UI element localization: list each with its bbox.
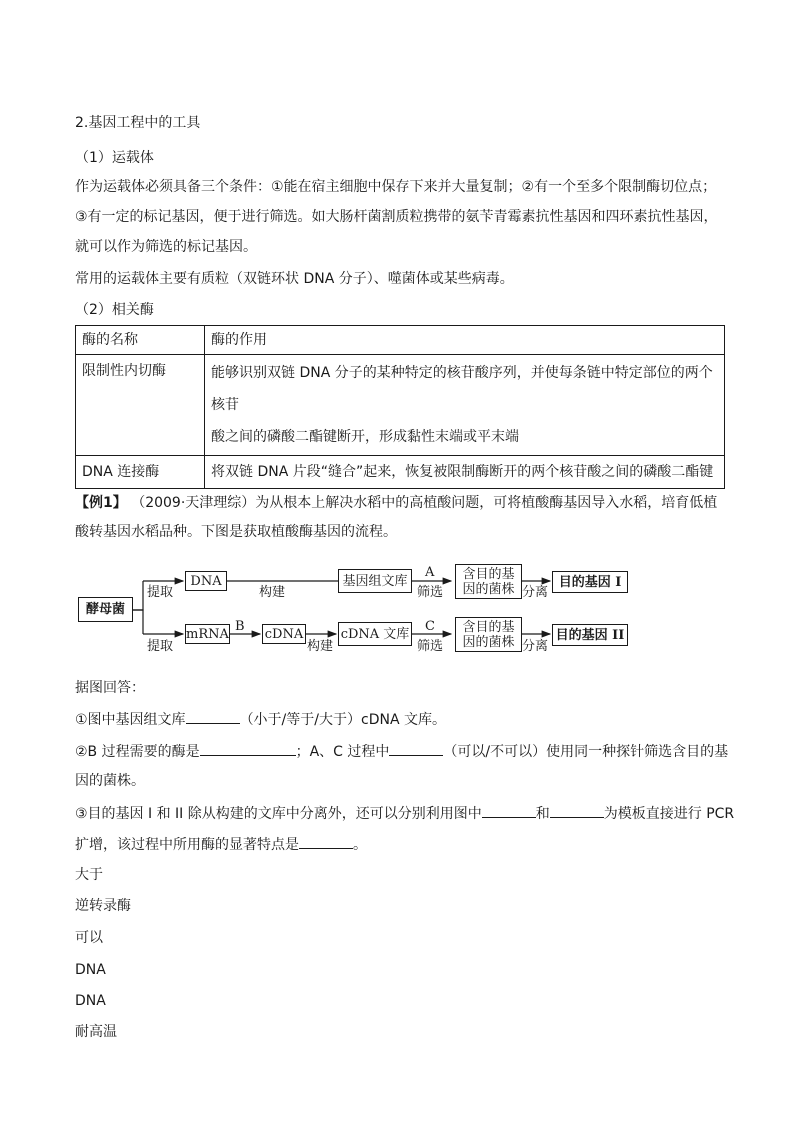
- question-1-text: （小于/等于/大于）cDNA 文库。: [239, 712, 446, 728]
- table-cell-name: 限制性内切酶: [76, 355, 205, 456]
- answer-4: DNA: [75, 962, 106, 978]
- question-3-text: ③目的基因 I 和 II 除从构建的文库中分离外，还可以分别利用图中: [75, 806, 482, 822]
- vector-paragraph-2: 常用的运载体主要有质粒（双链环状 DNA 分子）、噬菌体或某些病毒。: [75, 271, 514, 287]
- answer-5: DNA: [75, 993, 106, 1009]
- enzyme-table: [75, 325, 725, 489]
- table-header-role: 酶的作用: [205, 326, 725, 355]
- dna-box: DNA: [185, 571, 227, 591]
- target-gene-2-box: 目的基因 II: [552, 624, 628, 646]
- answer-blank: [186, 709, 240, 724]
- question-3-text: 扩增，该过程中所用酶的显著特点是: [75, 837, 299, 853]
- cdna-library-box: cDNA 文库: [338, 622, 412, 646]
- table-cell-role: 将双链 DNA 片段“缝合”起来，恢复被限制酶断开的两个核苷酸之间的磷酸二酯键: [205, 456, 725, 489]
- extract-top-label: 提取: [147, 585, 174, 600]
- question-2-text: ②B 过程需要的酶是: [75, 744, 200, 760]
- question-2-text: ；A、C 过程中: [295, 744, 390, 760]
- cdna-box: cDNA: [262, 624, 306, 644]
- separate-top-label: 分离: [522, 585, 549, 600]
- label-b: B: [235, 619, 245, 634]
- vector-paragraph-line-2: ③有一定的标记基因，便于进行筛选。如大肠杆菌割质粒携带的氨苄青霉素抗性基因和四环素抗性基因，: [75, 209, 718, 225]
- answer-1: 大于: [75, 867, 103, 883]
- label-a: A: [425, 565, 435, 580]
- screen-bottom-label: 筛选: [417, 639, 444, 654]
- table-row: [76, 355, 725, 456]
- question-2-line-2: 因的菌株。: [75, 773, 145, 789]
- target-gene-1-box: 目的基因 I: [552, 571, 628, 593]
- question-3-line-2: [75, 834, 367, 855]
- example-line-2: 酸转基因水稻品种。下图是获取植酸酶基因的流程。: [75, 524, 397, 540]
- answer-blank: [482, 803, 536, 818]
- question-3: [75, 803, 734, 824]
- table-header-row: [76, 326, 725, 355]
- vector-heading: （1）运载体: [75, 150, 154, 166]
- mrna-box: mRNA: [185, 624, 230, 644]
- question-3-text: 和: [535, 806, 550, 822]
- build-top-label: 构建: [259, 585, 286, 600]
- answer-6: 耐高温: [75, 1024, 117, 1040]
- answer-3: 可以: [75, 930, 103, 946]
- example-tag: 【例1】: [75, 495, 127, 511]
- table-cell-role-line: 能够识别双链 DNA 分子的某种特定的核苷酸序列，并使每条链中特定部位的两个核苷: [211, 365, 713, 413]
- vector-paragraph-line-3: 就可以作为筛选的标记基因。: [75, 239, 257, 255]
- question-3-text: 为模板直接进行 PCR: [603, 806, 735, 822]
- question-3-text: 。: [353, 837, 367, 853]
- questions-intro: 据图回答：: [75, 680, 145, 696]
- question-2-text: （可以/不可以）使用同一种探针筛选含目的基: [443, 744, 729, 760]
- table-header-name: 酶的名称: [76, 326, 205, 355]
- vector-paragraph-line-1: 作为运载体必须具备三个条件：①能在宿主细胞中保存下来并大量复制；②有一个至多个限制酶切位点；: [75, 179, 717, 195]
- table-cell-role: [205, 355, 725, 456]
- flow-diagram: [75, 560, 635, 660]
- yeast-box: 酵母菌: [78, 597, 133, 622]
- genomic-library-box: 基因组文库: [338, 569, 412, 593]
- extract-bottom-label: 提取: [147, 639, 174, 654]
- example-line-1: [75, 493, 717, 513]
- label-c: C: [425, 619, 435, 634]
- answer-blank: [299, 834, 353, 849]
- answer-blank: [200, 741, 296, 756]
- build-bottom-label: 构建: [307, 639, 334, 654]
- answer-blank: [550, 803, 604, 818]
- answer-2: 逆转录酶: [75, 898, 131, 914]
- target-strain-bottom-box: 含目的基因的菌株: [455, 617, 522, 652]
- separate-bottom-label: 分离: [522, 639, 549, 654]
- question-2: [75, 741, 728, 762]
- target-strain-top-box: 含目的基因的菌株: [455, 564, 522, 599]
- example-text: （2009·天津理综）为从根本上解决水稻中的高植酸问题，可将植酸酶基因导入水稻，培育低植: [126, 495, 718, 511]
- answer-blank: [389, 741, 443, 756]
- section-title: 2.基因工程中的工具: [75, 115, 201, 131]
- table-cell-role-line: 酸之间的磷酸二酯键断开，形成黏性末端或平末端: [211, 429, 519, 445]
- enzymes-heading: （2）相关酶: [75, 302, 154, 318]
- screen-top-label: 筛选: [417, 585, 444, 600]
- table-cell-name: DNA 连接酶: [76, 456, 205, 489]
- question-1-text: ①图中基因组文库: [75, 712, 186, 728]
- table-row: [76, 456, 725, 489]
- question-1: [75, 709, 446, 730]
